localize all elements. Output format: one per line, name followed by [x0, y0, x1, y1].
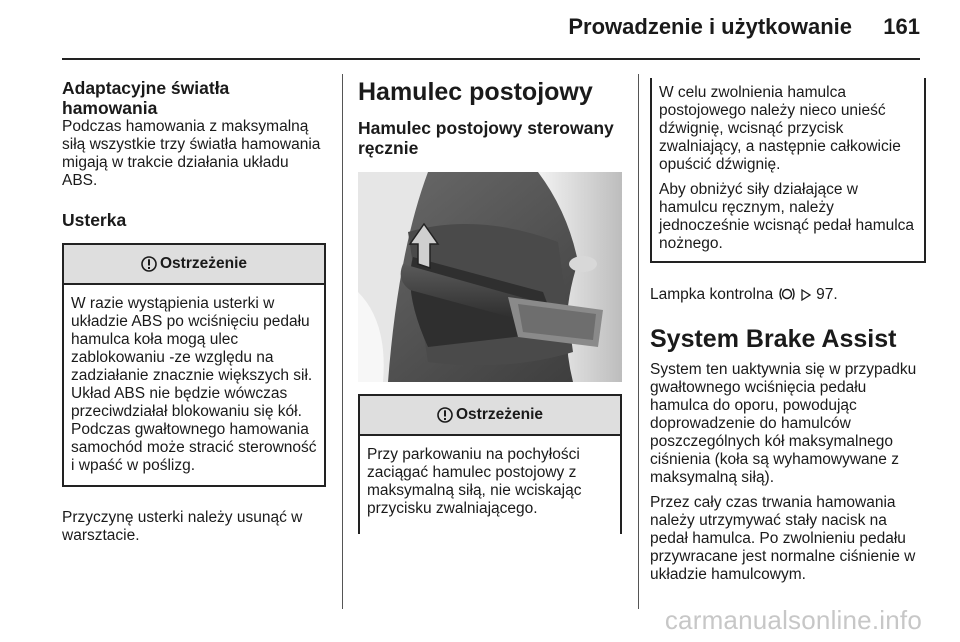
- force-reduction-note: Aby obniżyć siły działające w hamulcu ręcznym, należy jednocześnie wcisnąć pedał hamulca nożnego.: [659, 181, 915, 252]
- warning-box-header: [64, 245, 324, 285]
- warning-icon: [437, 406, 453, 424]
- subsection-heading-manual-parking-brake: Hamulec postojowy sterowany ręcznie: [358, 118, 614, 158]
- section-heading-brake-assist: System Brake Assist: [650, 325, 897, 353]
- brake-warning-lamp-icon: [778, 286, 796, 302]
- watermark: carmanualsonline.info: [664, 605, 922, 635]
- paragraph-repair: Przyczynę usterki należy usunąć w warsztacie.: [62, 509, 303, 544]
- paragraph-adaptive-brake-lights: Podczas hamowania z maksymalną siłą wszystkie trzy światła hamowania migają w trakcie działania układu ABS.: [62, 118, 321, 189]
- indicator-label: Lampka kontrolna: [650, 286, 774, 303]
- column-divider: [638, 74, 639, 609]
- warning-text: Przy parkowaniu na pochyłości zaciągać hamulec postojowy z maksymalną siłą, nie wciskając przycisku zwalniającego.: [367, 446, 582, 517]
- warning-box-abs: [62, 243, 326, 487]
- column-2: [358, 78, 622, 534]
- column-divider: [342, 74, 343, 609]
- header-divider: [62, 58, 920, 60]
- section-heading-adaptive-brake-lights: Adaptacyjne światła hamowania: [62, 78, 230, 118]
- paragraph-brake-assist-1: System ten uaktywnia się w przypadku gwałtownego wciśnięcia pedału hamulca do oporu, powodując doprowadzenie do hamulców poszczególnych kół maksymalnego ciśnienia (koła są wyhamowywane z maksymalną siłą).: [650, 361, 917, 486]
- column-1: [62, 78, 326, 545]
- column-3: [650, 78, 926, 584]
- warning-title: Ostrzeżenie: [159, 255, 247, 272]
- parking-brake-lever-photo: [358, 172, 622, 382]
- warning-text: W razie wystąpienia usterki w układzie ABS po wciśnięciu pedału hamulca koła mogą ulec zablokowaniu -ze względu na zadziałanie znacznie większych sił. Układ ABS nie będzie wówczas przeciwdziałał blokowaniu się kół. Podczas gwałtownego hamowania samochód może stracić sterowność i wpaść w poślizg.: [71, 295, 317, 474]
- warning-box-header: [360, 396, 620, 436]
- indicator-reference: [650, 286, 926, 304]
- warning-box-continued: [650, 78, 926, 263]
- page-reference-arrow-icon[interactable]: [800, 288, 812, 302]
- page-header-title: Prowadzenie i użytkowanie: [568, 14, 852, 39]
- warning-box-parking: [358, 394, 622, 534]
- release-instructions: W celu zwolnienia hamulca postojowego należy nieco unieść dźwignię, wcisnąć przycisk zwalniający, a następnie całkowicie opuścić dźwignię.: [659, 84, 901, 173]
- section-heading-parking-brake: Hamulec postojowy: [358, 78, 593, 106]
- warning-title: Ostrzeżenie: [455, 406, 543, 423]
- section-heading-fault: Usterka: [62, 210, 127, 230]
- paragraph-brake-assist-2: Przez cały czas trwania hamowania należy utrzymywać stały nacisk na pedał hamulca. Po zwolnieniu pedału przywracane jest normalne ciśnienie w układzie hamulcowym.: [650, 494, 916, 583]
- warning-icon: [141, 255, 157, 273]
- indicator-page-ref[interactable]: 97.: [816, 286, 838, 303]
- page-number: 161: [883, 14, 920, 39]
